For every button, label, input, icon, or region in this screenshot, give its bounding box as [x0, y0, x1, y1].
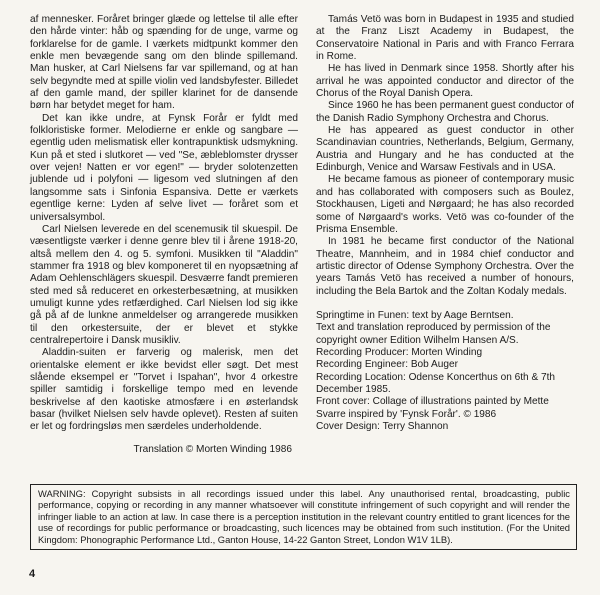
- page-number: 4: [29, 568, 36, 580]
- credit-line: Text and translation reproduced by permission of the copyright owner Edition Wilhelm Hansen A/S.: [316, 322, 551, 346]
- paragraph: Tamás Vetö was born in Budapest in 1935 and studied at the Franz Liszt Academy in Budapest, the Conservatoire National in Paris and with Franco Ferrara in Rome.: [316, 14, 574, 63]
- conductor-biography-column: [316, 14, 574, 433]
- recording-credits: [316, 310, 574, 433]
- credit-line: Front cover: Collage of illustrations painted by Mette Svarre inspired by 'Fynsk Forår'. © 1986: [316, 396, 549, 420]
- paragraph: He became famous as pioneer of contemporary music and has collaborated with composers such as Boulez, Stockhausen, Ligeti and Nørgaard; he has also recorded some of Nørgaard's works. Vetö was co-founder of the Prisma Ensemble.: [316, 174, 574, 235]
- paragraph: He has lived in Denmark since 1958. Shortly after his arrival he was appointed conductor and director of the Chorus of the Royal Danish Opera.: [316, 63, 574, 100]
- credit-line: Cover Design: Terry Shannon: [316, 421, 449, 432]
- copyright-warning-box: WARNING: Copyright subsists in all recordings issued under this label. Any unauthorised rental, broadcasting, public performance, copying or recording in any manner whatsoever will constitute infringement of such copyright and will render the infringer liable to an action at law. In case there is a perception institution in the relevant country entitled to grant licences for the use of recordings for public performance or broadcasting, such licences may be obtained from such institution. (For the United Kingdom: Phonographic Performance Ltd., Ganton House, 14-22 Ganton Street, London W1V 1LB).: [30, 484, 577, 550]
- credit-line: Recording Engineer: Bob Auger: [316, 359, 458, 371]
- paragraph: Carl Nielsen leverede en del scenemusik til skuespil. De væsentligste værker i denne genre blev til i årene 1918-20, altså mellem den 4. og 5. symfoni. Musikken til "Aladdin" stammer fra 1918 og blev komponeret til en nyopsætning af Adam Oehlenschlägers skuespil. Desværre fandt premieren sted med så reduceret en orkesterbesætning, at musikken umuligt kunne ydes retfærdighed. Carl Nielsen lod sig ikke gå på af de lunkne anmeldelser og arrangerede musikken til den orkestersuite, der er blevet et stykke centralrepertoire i Dansk musikliv.: [30, 223, 298, 346]
- paragraph: af mennesker. Foråret bringer glæde og lettelse til alle efter den hårde vinter: håb og spænding for de unge, varme og forklarelse for de gamle. I værkets midtpunkt kommer den enkle men bevægende sang om den blinde spillemand. Man husker, at Carl Nielsens far var spillemand, og at han selv begyndte med at spille violin ved landsbyfester. Billedet af den gamle mand, der spiller klarinet for de dansende børn har betydet meget for ham.: [30, 14, 298, 112]
- paragraph: Since 1960 he has been permanent guest conductor of the Danish Radio Symphony Orchestra and Chorus.: [316, 100, 574, 124]
- credit-line: Recording Producer: Morten Winding: [316, 346, 483, 358]
- danish-notes-column: [30, 14, 298, 456]
- credit-line: Springtime in Funen: text by Aage Berntsen.: [316, 309, 514, 321]
- paragraph: He has appeared as guest conductor in other Scandinavian countries, Netherlands, Belgium, Germany, Austria and Hungary and he has conducted at the Edinburgh, Venice and Warsaw Festivals and in USA.: [316, 125, 574, 174]
- paragraph: Aladdin-suiten er farverig og malerisk, men det orientalske element er ikke bevidst eller søgt. Det mest slående eksempel er "Torvet i Ispahan", hvor 4 orkestre spiller samtidig i forskellige tempo med en levende beskrivelse af den kaotiske atmosfære i en østerlandsk basar (hvilket Nielsen selv havde oplevet). Resten af suiten er let og fordringsløs men særdeles underholdende.: [30, 347, 298, 433]
- paragraph: In 1981 he became first conductor of the National Theatre, Mannheim, and in 1984 chief conductor and artistic director of Odense Symphony Orchestra. Over the years Tamás Vetö has received a number of honours, including the Bela Bartok and the Zoltan Kodaly medals.: [316, 236, 574, 297]
- paragraph: Det kan ikke undre, at Fynsk Forår er fyldt med folkloristiske former. Melodierne er enkle og sangbare — egentlig uden melismatisk eller kontrapunktisk udsmykning. Kun på et sted i slutkoret — ved "Se, æbleblomster drysser over vejen! Natten er vor egen!" — bryder solotenzetten jublende ud i polyfoni — ligesom ved slutningen af den langsomme sats i Sinfonia Espansiva. Dette er værkets egentlige kerne: Lyden af selve livet — foråret som et universalsymbol.: [30, 112, 298, 223]
- credit-line: Recording Location: Odense Koncerthus on 6th & 7th December 1985.: [316, 371, 556, 395]
- translation-credit: Translation © Morten Winding 1986: [133, 443, 292, 455]
